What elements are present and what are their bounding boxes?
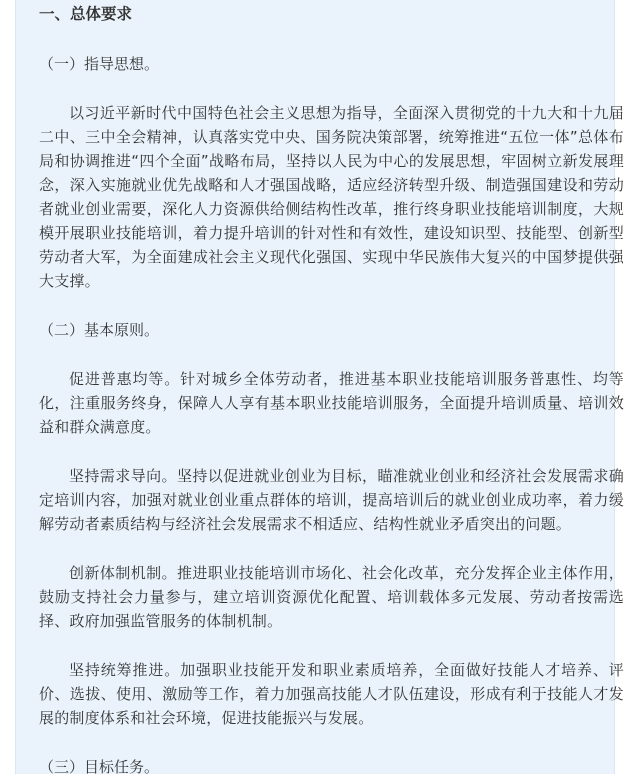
principle-demand-oriented: 坚持需求导向。坚持以促进就业创业为目标，瞄准就业创业和经济社会发展需求确定培训内容，加强对就业创业重点群体的培训，提高培训后的就业创业成功率，着力缓解劳动者素质结构与经济社会发展需求不相适应、结构性就业矛盾突出的问题。 — [39, 467, 624, 533]
guiding-ideology-paragraph: 以习近平新时代中国特色社会主义思想为指导，全面深入贯彻党的十九大和十九届二中、三中全会精神，认真落实党中央、国务院决策部署，统筹推进“五位一体”总体布局和协调推进“四个全面”战略布局，坚持以人民为中心的发展思想，牢固树立新发展理念，深入实施就业优先战略和人才强国战略，适应经济转型升级、制造强国建设和劳动者就业创业需要，深化人力资源供给侧结构性改革，推行终身职业技能培训制度，大规模开展职业技能培训，着力提升培训的针对性和有效性，建设知识型、技能型、创新型劳动者大军，为全面建成社会主义现代化强国、实现中华民族伟大复兴的中国梦提供强大支撑。 — [39, 104, 624, 290]
guiding-ideology-title: （一）指导思想。 — [39, 55, 160, 73]
article-body — [39, 2, 624, 779]
section-title: 一、总体要求 — [39, 5, 133, 23]
principle-innovate-mechanism: 创新体制机制。推进职业技能培训市场化、社会化改革，充分发挥企业主体作用，鼓励支持社会力量参与，建立培训资源优化配置、培训载体多元发展、劳动者按需选择、政府加强监管服务的体制机制。 — [39, 564, 624, 630]
target-tasks-title: （三）目标任务。 — [39, 758, 160, 776]
document-panel — [15, 0, 624, 776]
principle-universal-equal: 促进普惠均等。针对城乡全体劳动者，推进基本职业技能培训服务普惠性、均等化，注重服务终身，保障人人享有基本职业技能培训服务，全面提升培训质量、培训效益和群众满意度。 — [39, 370, 624, 436]
principle-coordinated-advance: 坚持统筹推进。加强职业技能开发和职业素质培养，全面做好技能人才培养、评价、选拔、使用、激励等工作，着力加强高技能人才队伍建设，形成有利于技能人才发展的制度体系和社会环境，促进技能振兴与发展。 — [39, 661, 624, 727]
basic-principles-title: （二）基本原则。 — [39, 321, 160, 339]
